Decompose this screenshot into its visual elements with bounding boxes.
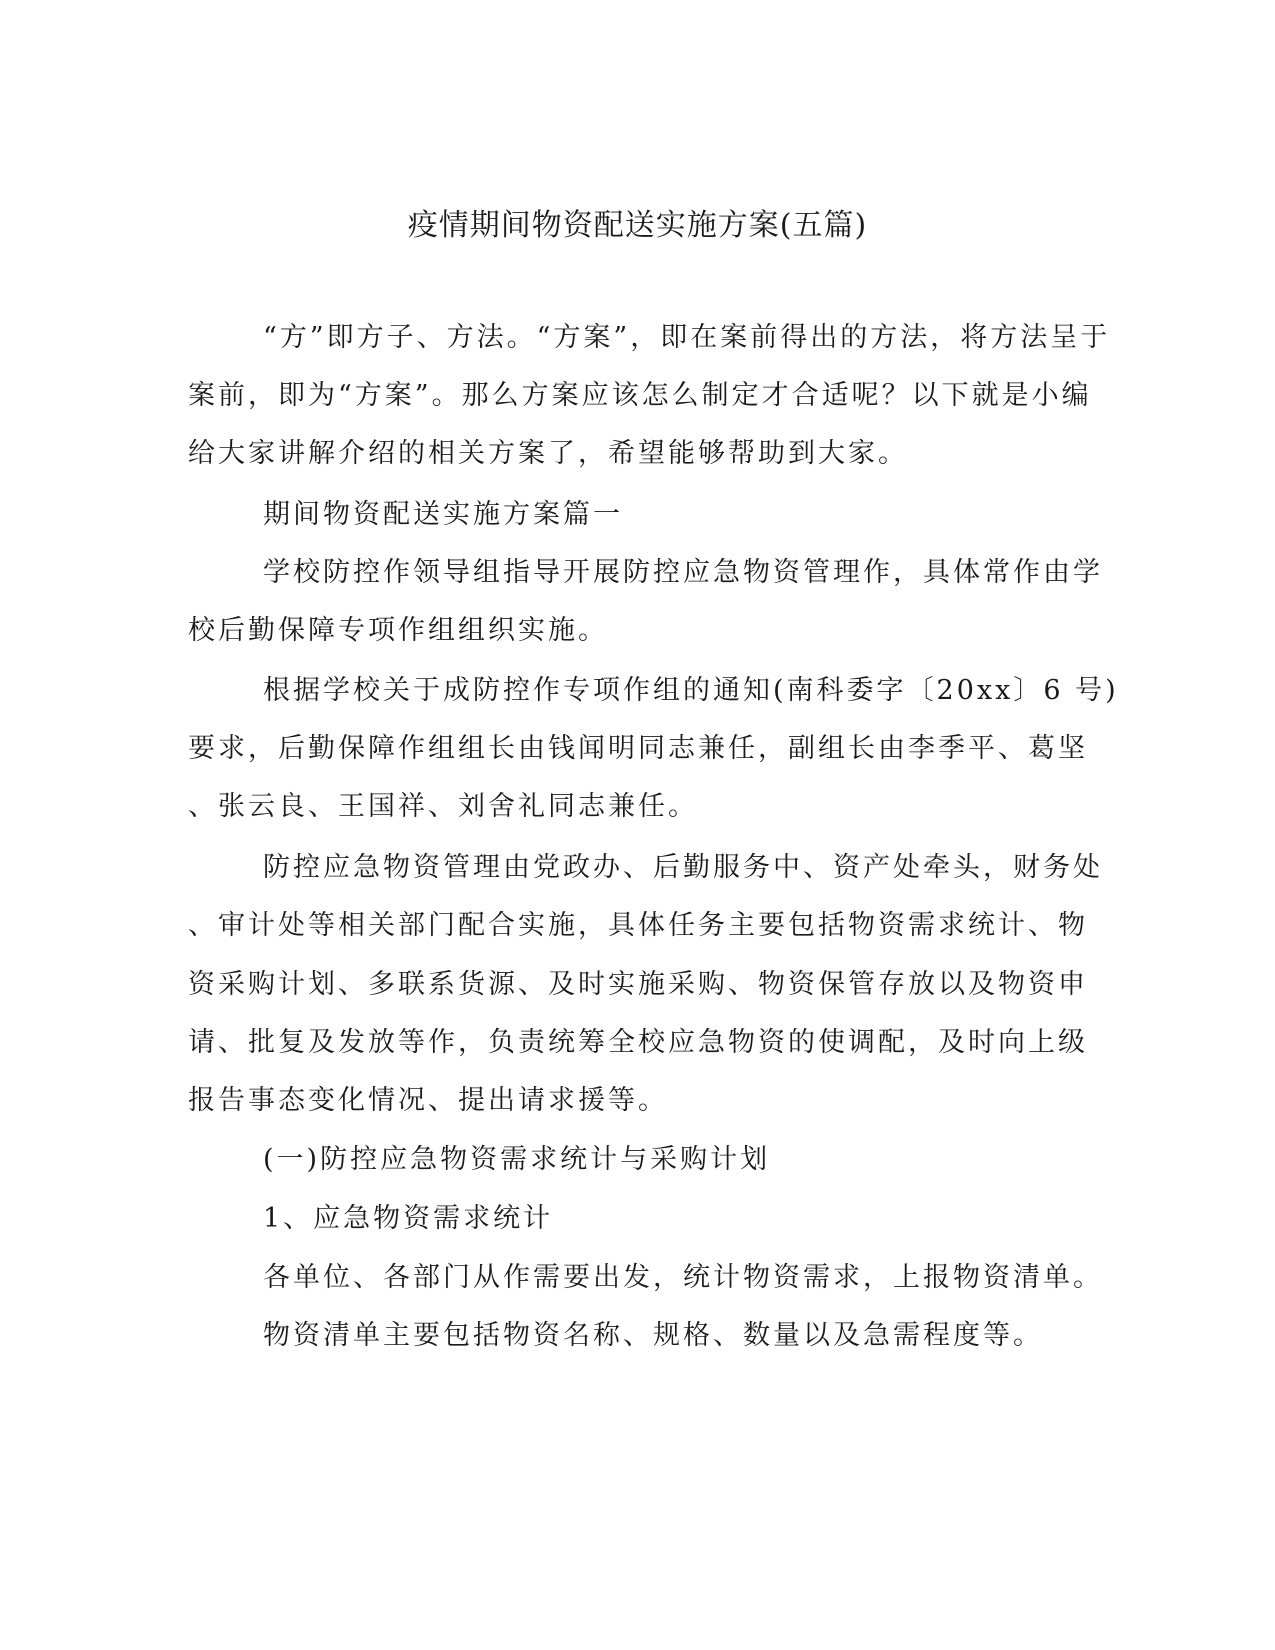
paragraph-line: 资采购计划、多联系货源、及时实施采购、物资保管存放以及物资申 (188, 969, 1088, 1000)
paragraph-line: 、审计处等相关部门配合实施，具体任务主要包括物资需求统计、物 (188, 910, 1088, 941)
paragraph-line: 学校防控作领导组指导开展防控应急物资管理作，具体常作由学 (263, 557, 1103, 588)
paragraph-line: 各单位、各部门从作需要出发，统计物资需求，上报物资清单。 (263, 1262, 1103, 1293)
paragraph-line: 要求，后勤保障作组组长由钱闻明同志兼任，副组长由李季平、葛坚 (188, 733, 1088, 764)
paragraph-line: 物资清单主要包括物资名称、规格、数量以及急需程度等。 (263, 1320, 1043, 1351)
paragraph-line: 防控应急物资管理由党政办、后勤服务中、资产处牵头，财务处 (263, 852, 1103, 883)
paragraph-line: 报告事态变化情况、提出请求援等。 (188, 1085, 668, 1116)
document-title: 疫情期间物资配送实施方案(五篇) (407, 208, 868, 243)
paragraph-line: 案前，即为“方案”。那么方案应该怎么制定才合适呢？以下就是小编 (188, 380, 1092, 411)
paragraph-line: 根据学校关于成防控作专项作组的通知(南科委字〔20xx〕6 号) (263, 675, 1119, 706)
paragraph-line: 请、批复及发放等作，负责统筹全校应急物资的使调配，及时向上级 (188, 1027, 1088, 1058)
section-heading: 期间物资配送实施方案篇一 (263, 499, 623, 530)
subsection-heading: (一)防控应急物资需求统计与采购计划 (263, 1144, 771, 1175)
paragraph-line: 给大家讲解介绍的相关方案了，希望能够帮助到大家。 (188, 438, 908, 469)
list-item-heading: 1、应急物资需求统计 (263, 1203, 554, 1234)
paragraph-line: 校后勤保障专项作组组织实施。 (188, 615, 608, 646)
paragraph-line: “方”即方子、方法。“方案”，即在案前得出的方法，将方法呈于 (263, 322, 1111, 353)
paragraph-line: 、张云良、王国祥、刘舍礼同志兼任。 (188, 791, 698, 822)
